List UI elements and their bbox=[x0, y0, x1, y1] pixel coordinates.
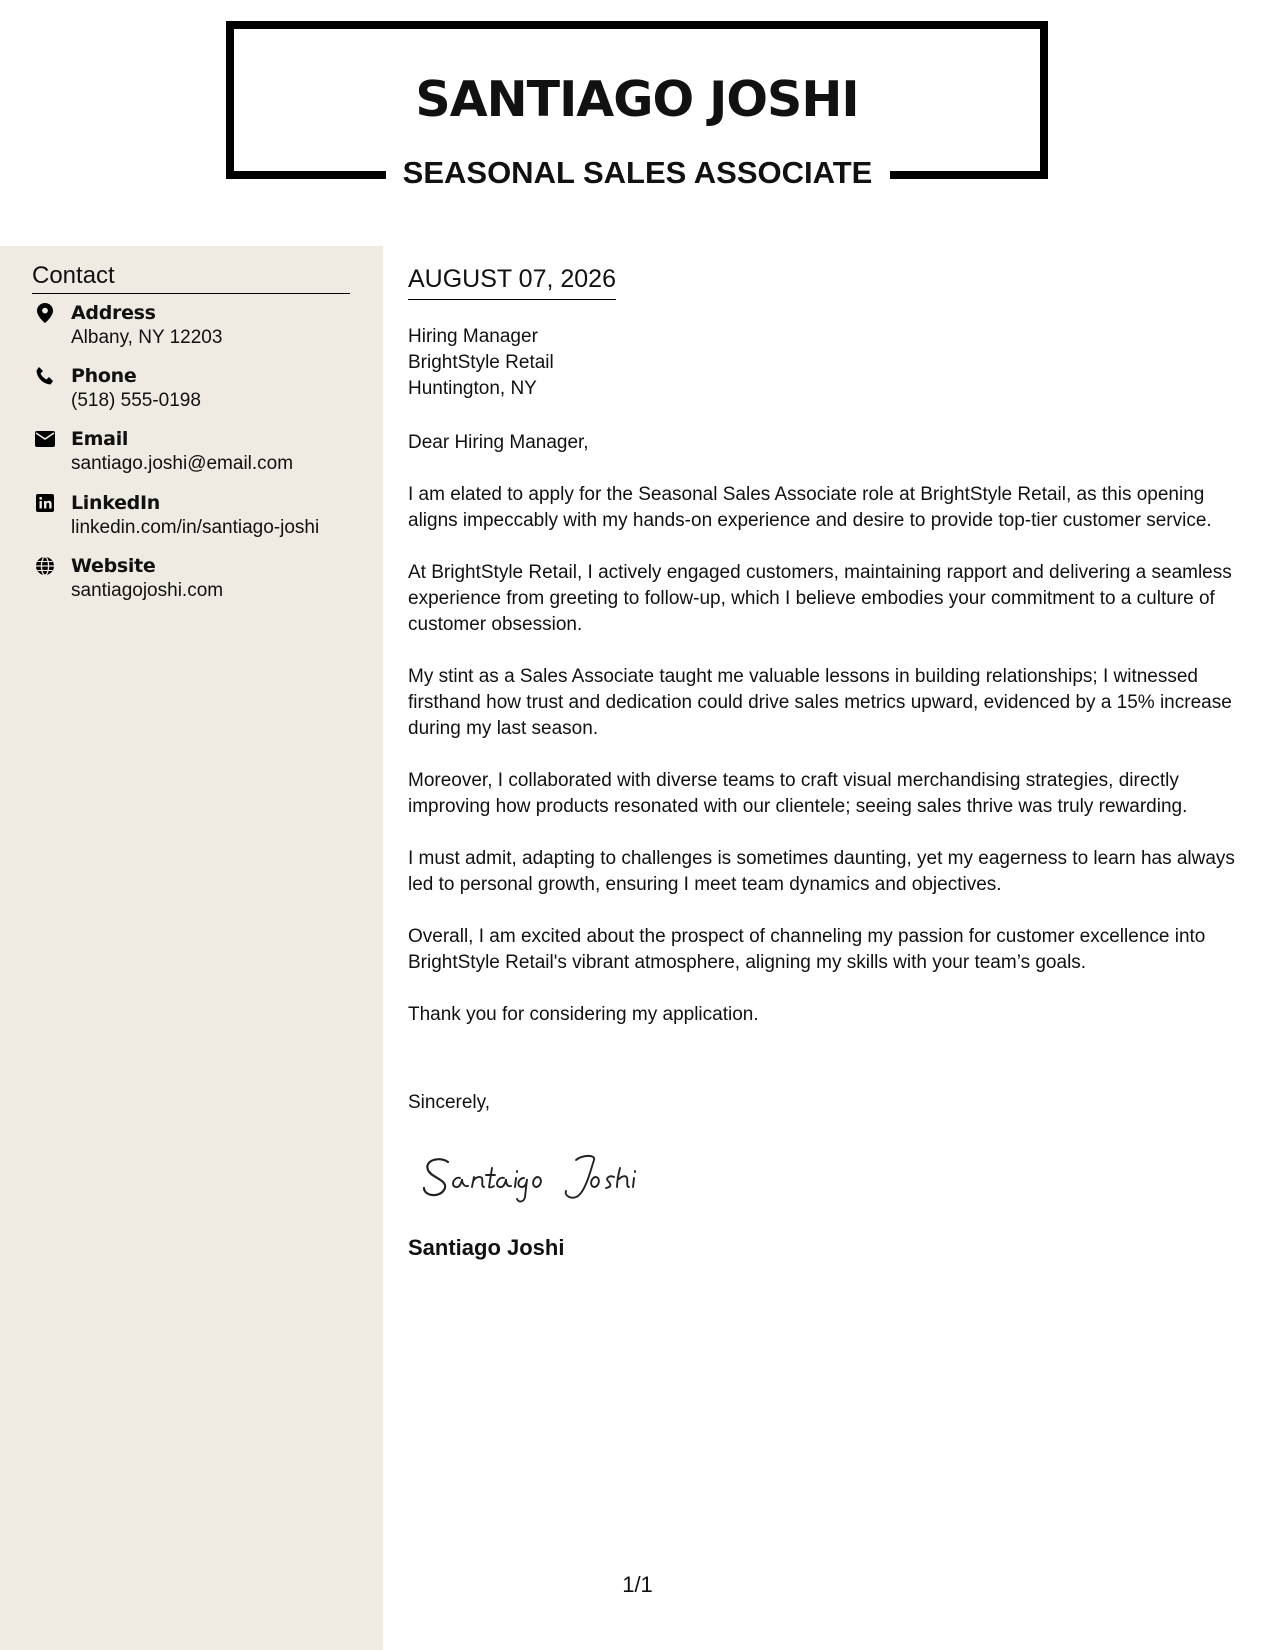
body-paragraph: Thank you for considering my application. bbox=[408, 1004, 759, 1025]
body-paragraph: Moreover, I collaborated with diverse teams to craft visual merchandising strategies, directly improving how products resonated with our clientele; seeing sales thrive was truly rewarding. bbox=[408, 770, 1188, 817]
body-paragraph: I must admit, adapting to challenges is sometimes daunting, yet my eagerness to learn has always led to personal growth, ensuring I meet team dynamics and objectives. bbox=[408, 848, 1235, 895]
contact-value: linkedin.com/in/santiago-joshi bbox=[71, 517, 320, 538]
signer-name: Santiago Joshi bbox=[408, 1235, 565, 1260]
contact-value: santiago.joshi@email.com bbox=[71, 453, 294, 474]
salutation: Dear Hiring Manager, bbox=[408, 432, 589, 453]
envelope-icon bbox=[32, 428, 58, 450]
globe-icon bbox=[32, 555, 58, 577]
contact-label: Address bbox=[71, 302, 156, 324]
linkedin-icon bbox=[32, 492, 58, 514]
handwritten-signature bbox=[418, 1140, 658, 1210]
job-title: SEASONAL SALES ASSOCIATE bbox=[402, 155, 873, 190]
recipient-line: Hiring Manager bbox=[408, 326, 538, 347]
letter-date: AUGUST 07, 2026 bbox=[408, 265, 616, 300]
body-paragraph: Overall, I am excited about the prospect of channeling my passion for customer excellence into BrightStyle Retail's vibrant atmosphere, aligning my skills with your team’s goals. bbox=[408, 926, 1206, 973]
contact-value: santiagojoshi.com bbox=[71, 580, 224, 601]
body-paragraph: My stint as a Sales Associate taught me valuable lessons in building relationships; I witnessed firsthand how trust and dedication could drive sales metrics upward, evidenced by a 15% increase during my last season. bbox=[408, 666, 1232, 739]
recipient-line: Huntington, NY bbox=[408, 378, 537, 399]
recipient-line: BrightStyle Retail bbox=[408, 352, 554, 373]
contact-label: Website bbox=[71, 555, 156, 577]
contact-value: Albany, NY 12203 bbox=[71, 327, 223, 348]
contact-heading: Contact bbox=[32, 262, 350, 294]
body-paragraph: At BrightStyle Retail, I actively engaged customers, maintaining rapport and delivering a seamless experience from greeting to follow-up, which I believe embodies your commitment to a culture of customer obsession. bbox=[408, 562, 1232, 635]
location-pin-icon bbox=[32, 302, 58, 324]
phone-icon bbox=[32, 365, 58, 387]
recipient-block bbox=[408, 324, 554, 402]
closing: Sincerely, bbox=[408, 1092, 491, 1113]
page-number: 1/1 bbox=[622, 1572, 653, 1597]
contact-label: LinkedIn bbox=[71, 492, 160, 514]
applicant-name: SANTIAGO JOSHI bbox=[415, 71, 859, 128]
contact-label: Email bbox=[71, 428, 129, 450]
body-paragraph: I am elated to apply for the Seasonal Sales Associate role at BrightStyle Retail, as this opening aligns impeccably with my hands-on experience and desire to provide top-tier customer service. bbox=[408, 484, 1212, 531]
letter-body bbox=[408, 430, 1250, 1054]
contact-label: Phone bbox=[71, 365, 137, 387]
contact-value: (518) 555-0198 bbox=[71, 390, 201, 411]
